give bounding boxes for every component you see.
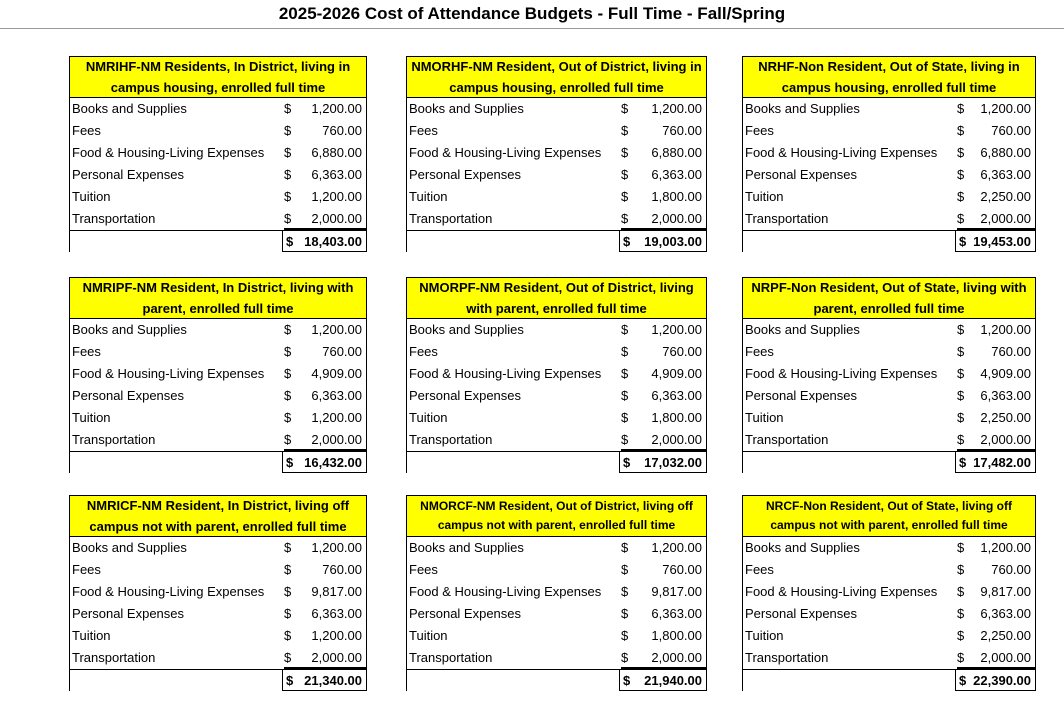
budget-total: 17,032.00 bbox=[644, 455, 702, 470]
line-item-amount: 760.00 bbox=[991, 562, 1031, 577]
budget-line-item bbox=[69, 363, 367, 385]
currency-symbol: $ bbox=[621, 145, 629, 160]
line-item-amount: 9,817.00 bbox=[980, 584, 1031, 599]
currency-symbol: $ bbox=[284, 344, 292, 359]
line-item-amount: 1,200.00 bbox=[980, 322, 1031, 337]
budget-total: 18,403.00 bbox=[304, 234, 362, 249]
budget-line-item bbox=[742, 385, 1036, 407]
line-item-label: Food & Housing-Living Expenses bbox=[745, 584, 938, 599]
budget-total-row bbox=[69, 451, 367, 473]
line-item-amount: 6,880.00 bbox=[980, 145, 1031, 160]
line-item-label: Tuition bbox=[745, 628, 784, 643]
line-item-amount: 2,250.00 bbox=[980, 628, 1031, 643]
line-item-amount: 760.00 bbox=[991, 344, 1031, 359]
line-item-label: Books and Supplies bbox=[409, 540, 524, 555]
budget-total-row bbox=[406, 230, 707, 252]
currency-symbol: $ bbox=[284, 189, 292, 204]
line-item-label: Transportation bbox=[72, 211, 156, 226]
budget-line-item bbox=[69, 341, 367, 363]
currency-symbol: $ bbox=[284, 145, 292, 160]
line-item-label: Food & Housing-Living Expenses bbox=[72, 584, 265, 599]
budget-line-item bbox=[742, 98, 1036, 120]
budget-line-item bbox=[742, 429, 1036, 451]
line-item-amount: 6,363.00 bbox=[651, 388, 702, 403]
budget-total: 21,940.00 bbox=[644, 673, 702, 688]
line-item-amount: 1,200.00 bbox=[651, 540, 702, 555]
line-item-amount: 2,000.00 bbox=[294, 429, 366, 450]
budget-header: NRCF-Non Resident, Out of State, living off campus not with parent, enrolled full time bbox=[742, 495, 1036, 537]
budget-line-item bbox=[742, 120, 1036, 142]
budget-line-item bbox=[406, 385, 707, 407]
currency-symbol: $ bbox=[957, 366, 965, 381]
budget-line-item bbox=[406, 142, 707, 164]
line-item-amount: 2,000.00 bbox=[967, 429, 1035, 450]
line-item-label: Food & Housing-Living Expenses bbox=[745, 145, 938, 160]
currency-symbol: $ bbox=[621, 584, 629, 599]
currency-symbol: $ bbox=[621, 562, 629, 577]
line-item-amount: 2,000.00 bbox=[631, 429, 706, 450]
budget-line-item bbox=[406, 319, 707, 341]
budget-line-item bbox=[69, 603, 367, 625]
budget-line-item bbox=[69, 98, 367, 120]
line-item-amount: 1,200.00 bbox=[311, 628, 362, 643]
currency-symbol: $ bbox=[957, 606, 965, 621]
budget-line-item bbox=[69, 186, 367, 208]
line-item-amount: 6,363.00 bbox=[651, 606, 702, 621]
line-item-amount: 1,200.00 bbox=[651, 322, 702, 337]
currency-symbol: $ bbox=[959, 234, 967, 249]
line-item-label: Food & Housing-Living Expenses bbox=[409, 584, 602, 599]
line-item-label: Personal Expenses bbox=[745, 606, 858, 621]
line-item-amount: 4,909.00 bbox=[980, 366, 1031, 381]
budget-table bbox=[742, 495, 1036, 691]
currency-symbol: $ bbox=[957, 145, 965, 160]
line-item-label: Tuition bbox=[745, 410, 784, 425]
budget-total-row bbox=[742, 451, 1036, 473]
line-item-label: Personal Expenses bbox=[409, 606, 522, 621]
budget-line-item bbox=[69, 407, 367, 429]
budget-line-item bbox=[69, 559, 367, 581]
currency-symbol: $ bbox=[621, 322, 629, 337]
line-item-amount: 1,800.00 bbox=[651, 628, 702, 643]
currency-symbol: $ bbox=[286, 673, 294, 688]
line-item-amount: 2,000.00 bbox=[294, 647, 366, 668]
budget-total: 19,453.00 bbox=[973, 234, 1031, 249]
line-item-amount: 760.00 bbox=[322, 562, 362, 577]
line-item-label: Personal Expenses bbox=[409, 388, 522, 403]
page-title: 2025-2026 Cost of Attendance Budgets - Full Time - Fall/Spring bbox=[0, 0, 1064, 29]
currency-symbol: $ bbox=[957, 540, 965, 555]
currency-symbol: $ bbox=[623, 234, 631, 249]
budget-line-item bbox=[742, 142, 1036, 164]
budget-line-item bbox=[742, 603, 1036, 625]
currency-symbol: $ bbox=[621, 628, 629, 643]
line-item-amount: 1,200.00 bbox=[651, 101, 702, 116]
currency-symbol: $ bbox=[957, 647, 967, 668]
line-item-amount: 1,800.00 bbox=[651, 410, 702, 425]
currency-symbol: $ bbox=[286, 455, 294, 470]
currency-symbol: $ bbox=[957, 628, 965, 643]
line-item-label: Transportation bbox=[72, 650, 156, 665]
line-item-label: Transportation bbox=[745, 211, 829, 226]
budget-table bbox=[406, 56, 707, 252]
line-item-label: Tuition bbox=[72, 189, 111, 204]
currency-symbol: $ bbox=[284, 606, 292, 621]
budget-total-row bbox=[742, 230, 1036, 252]
budget-total-row bbox=[406, 451, 707, 473]
line-item-amount: 1,200.00 bbox=[311, 540, 362, 555]
currency-symbol: $ bbox=[957, 562, 965, 577]
budget-line-item bbox=[742, 407, 1036, 429]
budget-line-item bbox=[742, 363, 1036, 385]
line-item-amount: 9,817.00 bbox=[651, 584, 702, 599]
currency-symbol: $ bbox=[284, 322, 292, 337]
line-item-label: Fees bbox=[409, 123, 438, 138]
line-item-amount: 760.00 bbox=[662, 123, 702, 138]
budget-total-row bbox=[742, 669, 1036, 691]
currency-symbol: $ bbox=[957, 123, 965, 138]
currency-symbol: $ bbox=[957, 322, 965, 337]
budget-table bbox=[69, 277, 367, 473]
line-item-amount: 1,200.00 bbox=[980, 540, 1031, 555]
line-item-amount: 2,000.00 bbox=[631, 208, 706, 229]
budget-line-item bbox=[406, 164, 707, 186]
currency-symbol: $ bbox=[284, 388, 292, 403]
budget-line-item bbox=[406, 98, 707, 120]
currency-symbol: $ bbox=[959, 455, 967, 470]
budget-total-row bbox=[406, 669, 707, 691]
budget-line-item bbox=[69, 537, 367, 559]
budget-table bbox=[742, 56, 1036, 252]
line-item-label: Books and Supplies bbox=[72, 101, 187, 116]
budget-table bbox=[69, 56, 367, 252]
budget-header: NMORCF-NM Resident, Out of District, living off campus not with parent, enrolled full time bbox=[406, 495, 707, 537]
currency-symbol: $ bbox=[621, 429, 631, 450]
budget-line-item bbox=[69, 164, 367, 186]
line-item-label: Transportation bbox=[745, 432, 829, 447]
line-item-label: Food & Housing-Living Expenses bbox=[409, 366, 602, 381]
currency-symbol: $ bbox=[623, 455, 631, 470]
currency-symbol: $ bbox=[621, 208, 631, 229]
line-item-label: Books and Supplies bbox=[72, 322, 187, 337]
budget-total: 21,340.00 bbox=[304, 673, 362, 688]
line-item-amount: 6,363.00 bbox=[311, 388, 362, 403]
budget-line-item bbox=[69, 625, 367, 647]
currency-symbol: $ bbox=[284, 562, 292, 577]
currency-symbol: $ bbox=[284, 410, 292, 425]
budget-line-item bbox=[742, 647, 1036, 669]
line-item-label: Fees bbox=[72, 123, 101, 138]
budget-line-item bbox=[406, 581, 707, 603]
currency-symbol: $ bbox=[621, 366, 629, 381]
line-item-label: Tuition bbox=[409, 410, 448, 425]
budget-header: NMRIHF-NM Residents, In District, living in campus housing, enrolled full time bbox=[69, 56, 367, 98]
budget-line-item bbox=[406, 537, 707, 559]
line-item-label: Personal Expenses bbox=[745, 388, 858, 403]
budget-line-item bbox=[69, 208, 367, 230]
currency-symbol: $ bbox=[957, 584, 965, 599]
line-item-label: Books and Supplies bbox=[409, 322, 524, 337]
budget-line-item bbox=[69, 142, 367, 164]
line-item-label: Fees bbox=[72, 344, 101, 359]
budget-table bbox=[406, 277, 707, 473]
budget-line-item bbox=[406, 208, 707, 230]
budget-table bbox=[406, 495, 707, 691]
budget-line-item bbox=[69, 647, 367, 669]
line-item-label: Tuition bbox=[72, 410, 111, 425]
line-item-label: Tuition bbox=[409, 189, 448, 204]
currency-symbol: $ bbox=[284, 208, 294, 229]
currency-symbol: $ bbox=[284, 584, 292, 599]
budget-line-item bbox=[742, 559, 1036, 581]
line-item-amount: 6,880.00 bbox=[311, 145, 362, 160]
budget-line-item bbox=[406, 186, 707, 208]
line-item-amount: 2,000.00 bbox=[967, 647, 1035, 668]
budget-line-item bbox=[406, 647, 707, 669]
currency-symbol: $ bbox=[621, 344, 629, 359]
currency-symbol: $ bbox=[621, 101, 629, 116]
budget-line-item bbox=[742, 319, 1036, 341]
line-item-label: Tuition bbox=[745, 189, 784, 204]
budget-table bbox=[69, 495, 367, 691]
currency-symbol: $ bbox=[284, 101, 292, 116]
budget-line-item bbox=[406, 603, 707, 625]
line-item-amount: 6,363.00 bbox=[980, 388, 1031, 403]
line-item-label: Fees bbox=[745, 562, 774, 577]
budget-line-item bbox=[742, 625, 1036, 647]
line-item-amount: 4,909.00 bbox=[651, 366, 702, 381]
line-item-amount: 2,000.00 bbox=[967, 208, 1035, 229]
currency-symbol: $ bbox=[957, 429, 967, 450]
budget-table bbox=[742, 277, 1036, 473]
budget-line-item bbox=[742, 208, 1036, 230]
budget-line-item bbox=[406, 341, 707, 363]
line-item-label: Books and Supplies bbox=[745, 101, 860, 116]
currency-symbol: $ bbox=[957, 189, 965, 204]
line-item-label: Food & Housing-Living Expenses bbox=[745, 366, 938, 381]
currency-symbol: $ bbox=[621, 123, 629, 138]
budget-header: NMORPF-NM Resident, Out of District, living with parent, enrolled full time bbox=[406, 277, 707, 319]
budget-line-item bbox=[742, 341, 1036, 363]
budget-total-row bbox=[69, 669, 367, 691]
currency-symbol: $ bbox=[957, 410, 965, 425]
budget-line-item bbox=[69, 385, 367, 407]
currency-symbol: $ bbox=[284, 366, 292, 381]
budget-line-item bbox=[69, 319, 367, 341]
budget-total-row bbox=[69, 230, 367, 252]
currency-symbol: $ bbox=[621, 606, 629, 621]
budget-total: 17,482.00 bbox=[973, 455, 1031, 470]
budget-line-item bbox=[406, 407, 707, 429]
budget-total: 22,390.00 bbox=[973, 673, 1031, 688]
budget-header: NRPF-Non Resident, Out of State, living with parent, enrolled full time bbox=[742, 277, 1036, 319]
currency-symbol: $ bbox=[959, 673, 967, 688]
line-item-amount: 760.00 bbox=[662, 344, 702, 359]
line-item-label: Personal Expenses bbox=[72, 167, 185, 182]
line-item-amount: 1,200.00 bbox=[311, 189, 362, 204]
budget-line-item bbox=[742, 581, 1036, 603]
currency-symbol: $ bbox=[284, 167, 292, 182]
line-item-amount: 6,363.00 bbox=[311, 167, 362, 182]
budget-line-item bbox=[406, 120, 707, 142]
line-item-label: Food & Housing-Living Expenses bbox=[72, 366, 265, 381]
line-item-label: Fees bbox=[745, 123, 774, 138]
line-item-label: Transportation bbox=[409, 432, 493, 447]
currency-symbol: $ bbox=[621, 388, 629, 403]
budget-line-item bbox=[406, 363, 707, 385]
currency-symbol: $ bbox=[957, 101, 965, 116]
currency-symbol: $ bbox=[284, 647, 294, 668]
line-item-amount: 6,363.00 bbox=[980, 167, 1031, 182]
budget-line-item bbox=[69, 120, 367, 142]
line-item-amount: 1,200.00 bbox=[311, 322, 362, 337]
line-item-amount: 9,817.00 bbox=[311, 584, 362, 599]
line-item-amount: 2,000.00 bbox=[631, 647, 706, 668]
line-item-amount: 6,363.00 bbox=[651, 167, 702, 182]
line-item-amount: 4,909.00 bbox=[311, 366, 362, 381]
line-item-label: Tuition bbox=[72, 628, 111, 643]
currency-symbol: $ bbox=[621, 647, 631, 668]
currency-symbol: $ bbox=[621, 189, 629, 204]
budget-line-item bbox=[742, 186, 1036, 208]
line-item-label: Transportation bbox=[72, 432, 156, 447]
budget-total: 19,003.00 bbox=[644, 234, 702, 249]
currency-symbol: $ bbox=[621, 410, 629, 425]
line-item-label: Food & Housing-Living Expenses bbox=[72, 145, 265, 160]
currency-symbol: $ bbox=[957, 208, 967, 229]
line-item-amount: 2,250.00 bbox=[980, 189, 1031, 204]
line-item-amount: 1,800.00 bbox=[651, 189, 702, 204]
currency-symbol: $ bbox=[286, 234, 294, 249]
budget-line-item bbox=[69, 429, 367, 451]
line-item-label: Transportation bbox=[745, 650, 829, 665]
line-item-amount: 1,200.00 bbox=[311, 101, 362, 116]
line-item-amount: 2,000.00 bbox=[294, 208, 366, 229]
line-item-amount: 2,250.00 bbox=[980, 410, 1031, 425]
line-item-label: Books and Supplies bbox=[745, 322, 860, 337]
budget-line-item bbox=[742, 537, 1036, 559]
line-item-label: Fees bbox=[409, 344, 438, 359]
line-item-amount: 760.00 bbox=[322, 123, 362, 138]
line-item-amount: 1,200.00 bbox=[980, 101, 1031, 116]
budget-line-item bbox=[69, 581, 367, 603]
currency-symbol: $ bbox=[284, 540, 292, 555]
budget-header: NMRICF-NM Resident, In District, living off campus not with parent, enrolled full time bbox=[69, 495, 367, 537]
line-item-label: Personal Expenses bbox=[72, 388, 185, 403]
line-item-label: Books and Supplies bbox=[72, 540, 187, 555]
budget-header: NRHF-Non Resident, Out of State, living in campus housing, enrolled full time bbox=[742, 56, 1036, 98]
currency-symbol: $ bbox=[621, 167, 629, 182]
line-item-label: Fees bbox=[745, 344, 774, 359]
line-item-label: Transportation bbox=[409, 650, 493, 665]
line-item-label: Books and Supplies bbox=[745, 540, 860, 555]
currency-symbol: $ bbox=[284, 628, 292, 643]
budget-header: NMRIPF-NM Resident, In District, living with parent, enrolled full time bbox=[69, 277, 367, 319]
line-item-label: Tuition bbox=[409, 628, 448, 643]
budget-total: 16,432.00 bbox=[304, 455, 362, 470]
budget-line-item bbox=[406, 625, 707, 647]
currency-symbol: $ bbox=[621, 540, 629, 555]
line-item-amount: 6,363.00 bbox=[980, 606, 1031, 621]
currency-symbol: $ bbox=[284, 429, 294, 450]
line-item-label: Personal Expenses bbox=[72, 606, 185, 621]
line-item-label: Transportation bbox=[409, 211, 493, 226]
line-item-amount: 6,880.00 bbox=[651, 145, 702, 160]
line-item-label: Fees bbox=[72, 562, 101, 577]
budget-header: NMORHF-NM Resident, Out of District, living in campus housing, enrolled full time bbox=[406, 56, 707, 98]
budget-line-item bbox=[406, 429, 707, 451]
line-item-label: Personal Expenses bbox=[409, 167, 522, 182]
currency-symbol: $ bbox=[957, 388, 965, 403]
line-item-label: Fees bbox=[409, 562, 438, 577]
currency-symbol: $ bbox=[957, 167, 965, 182]
line-item-amount: 760.00 bbox=[322, 344, 362, 359]
budget-line-item bbox=[742, 164, 1036, 186]
currency-symbol: $ bbox=[623, 673, 631, 688]
currency-symbol: $ bbox=[284, 123, 292, 138]
line-item-label: Personal Expenses bbox=[745, 167, 858, 182]
line-item-amount: 760.00 bbox=[662, 562, 702, 577]
line-item-amount: 1,200.00 bbox=[311, 410, 362, 425]
line-item-amount: 6,363.00 bbox=[311, 606, 362, 621]
line-item-label: Food & Housing-Living Expenses bbox=[409, 145, 602, 160]
line-item-amount: 760.00 bbox=[991, 123, 1031, 138]
line-item-label: Books and Supplies bbox=[409, 101, 524, 116]
currency-symbol: $ bbox=[957, 344, 965, 359]
budget-line-item bbox=[406, 559, 707, 581]
